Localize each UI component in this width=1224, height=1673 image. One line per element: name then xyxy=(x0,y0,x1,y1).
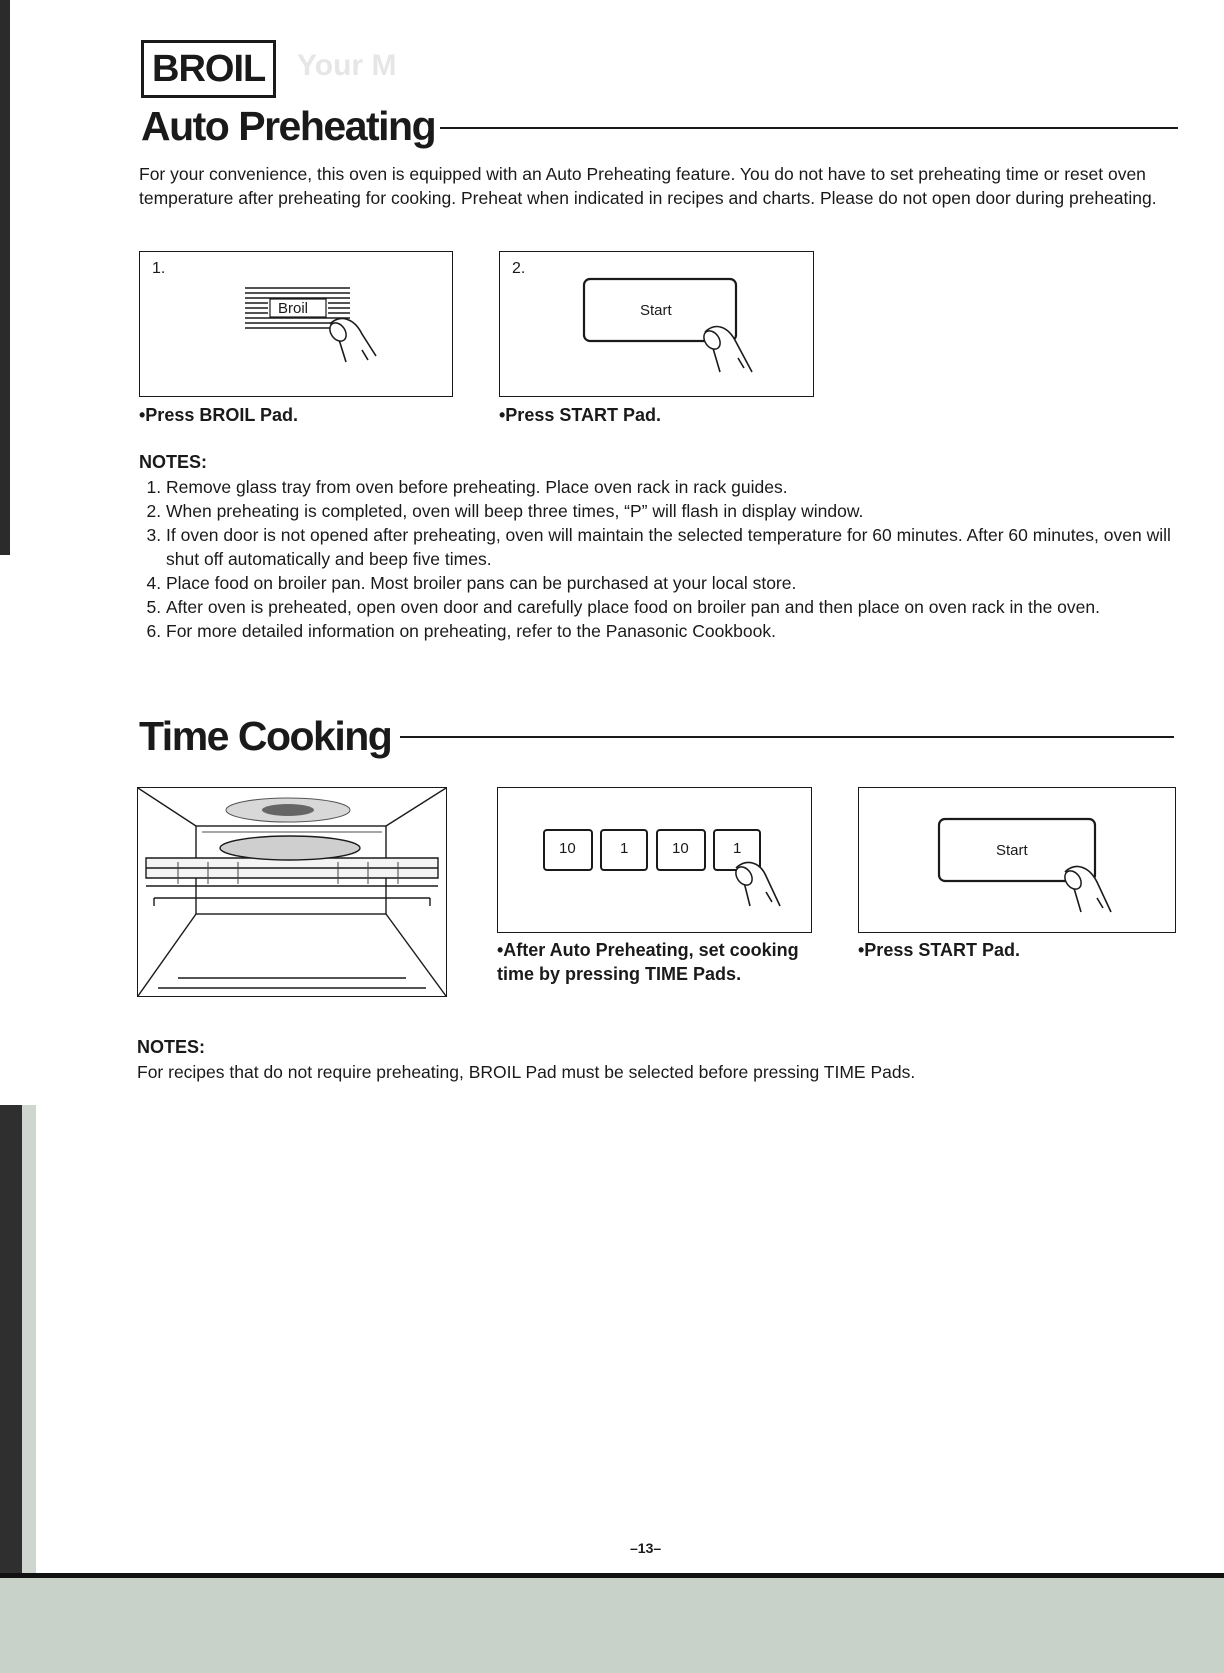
note-item: 6. For more detailed information on preheating, refer to the Panasonic Cookbook. xyxy=(166,619,1179,643)
time-pad-1: 1 xyxy=(733,840,742,857)
note-item: 2. When preheating is completed, oven will beep three times, “P” will flash in display window. xyxy=(166,499,1179,523)
start-pad-label: Start xyxy=(996,842,1028,859)
notes-heading: NOTES: xyxy=(139,452,208,472)
time-pad-1: 1 xyxy=(620,840,629,857)
section-tag: BROIL xyxy=(141,40,276,98)
broil-pad-label: Broil xyxy=(278,300,309,317)
step-2-caption: •Press START Pad. xyxy=(499,405,662,425)
step-1-caption: •Press BROIL Pad. xyxy=(139,405,299,425)
ghost-header-text: Your M xyxy=(297,49,397,82)
oven-rack-illustration xyxy=(138,788,446,996)
notes-heading: NOTES: xyxy=(137,1037,206,1057)
bottom-edge-band xyxy=(0,1578,1224,1673)
binding-edge-lower xyxy=(0,1105,22,1575)
time-pads-illustration xyxy=(497,787,812,933)
binding-edge-lower-light xyxy=(22,1105,36,1575)
start-pad-drawing xyxy=(859,788,1175,932)
auto-preheating-title: Auto Preheating xyxy=(141,103,436,149)
time-pad-10: 10 xyxy=(672,840,689,857)
step-2-illustration xyxy=(499,251,814,397)
time-pad-10: 10 xyxy=(559,840,576,857)
binding-edge xyxy=(0,0,10,555)
start-pad-box xyxy=(858,787,1176,933)
oven-illustration xyxy=(137,787,447,997)
note-item: 3. If oven door is not opened after preheating, oven will maintain the selected temperature for 60 minutes. After 60 minutes, oven will shut off automatically and beep five times. xyxy=(166,523,1179,571)
step-2-number: 2. xyxy=(512,260,526,277)
notes-list xyxy=(139,475,1179,643)
start-pad-label: Start xyxy=(640,302,672,319)
step-1-illustration xyxy=(139,251,453,397)
page-number: –13– xyxy=(630,1540,662,1556)
auto-preheating-intro: For your convenience, this oven is equipped with an Auto Preheating feature. You do not have to set preheating time or reset oven temperature after preheating for cooking. Preheat when indicated in recipes and charts. Please do not open door during preheating. xyxy=(139,164,1157,208)
time-cooking-title: Time Cooking xyxy=(139,713,392,759)
title-rule xyxy=(400,736,1174,738)
title-rule xyxy=(440,127,1178,129)
start-pad-illustration xyxy=(500,252,813,396)
time-pads-drawing xyxy=(498,788,811,932)
start-pad-caption: •Press START Pad. xyxy=(858,940,1021,960)
time-pads-caption: •After Auto Preheating, set cooking time by pressing TIME Pads. xyxy=(497,940,799,984)
note-item: 4. Place food on broiler pan. Most broiler pans can be purchased at your local store. xyxy=(166,571,1179,595)
note-item: 5. After oven is preheated, open oven door and carefully place food on broiler pan and then place on oven rack in the oven. xyxy=(166,595,1179,619)
note-item: 1. Remove glass tray from oven before preheating. Place oven rack in rack guides. xyxy=(166,475,1179,499)
broil-pad-illustration xyxy=(140,252,452,396)
time-cooking-note: For recipes that do not require preheating, BROIL Pad must be selected before pressing TIME Pads. xyxy=(137,1062,916,1082)
step-1-number: 1. xyxy=(152,260,166,277)
